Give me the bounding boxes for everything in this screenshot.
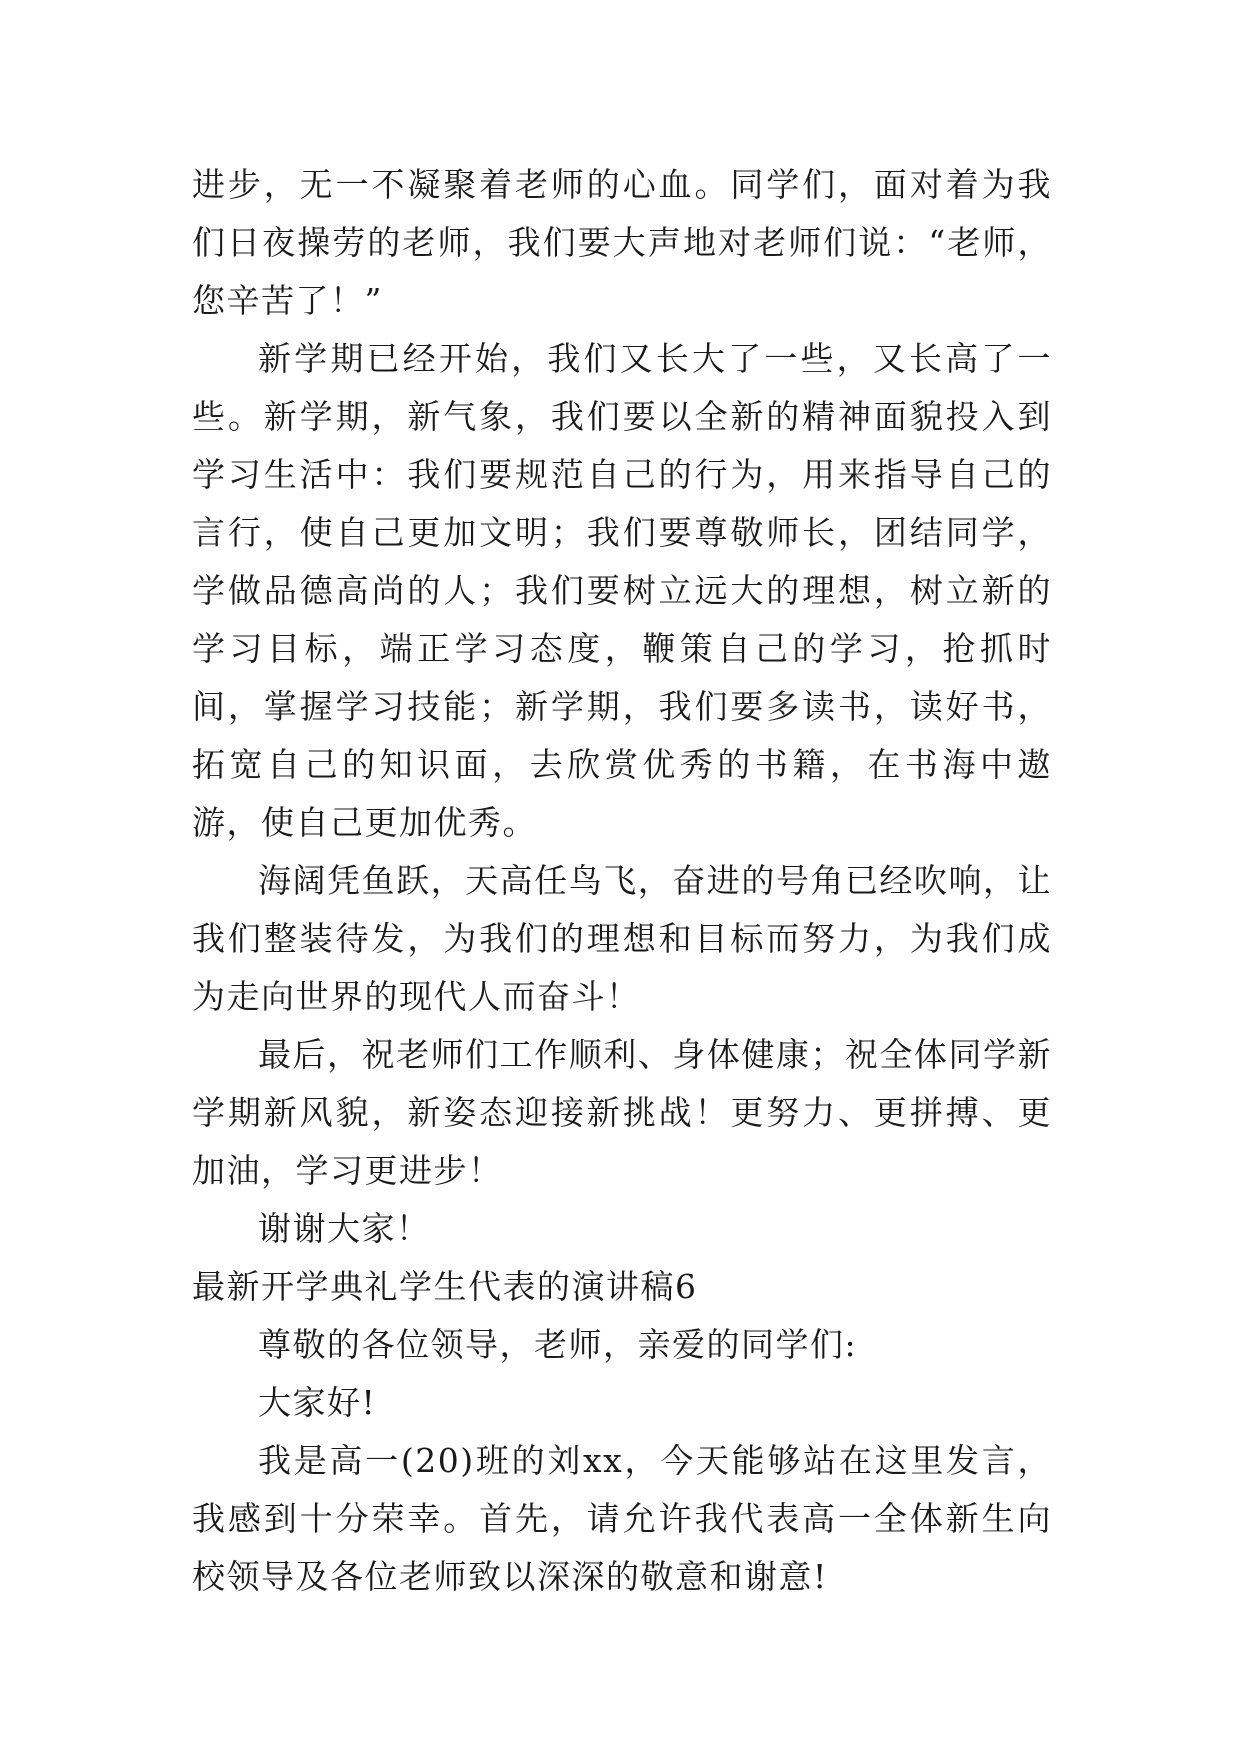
paragraph-1: 进步，无一不凝聚着老师的心血。同学们，面对着为我们日夜操劳的老师，我们要大声地对老师们说：“老师，您辛苦了！” [192, 165, 1052, 320]
section-heading: 最新开学典礼学生代表的演讲稿6 [192, 1267, 698, 1306]
document-body [192, 156, 1052, 1606]
paragraph-8: 我是高一(20)班的刘xx，今天能够站在这里发言，我感到十分荣幸。首先，请允许我代表高一全体新生向校领导及各位老师致以深深的敬意和谢意! [192, 1441, 1052, 1596]
paragraph-3: 海阔凭鱼跃，天高任鸟飞，奋进的号角已经吹响，让我们整装待发，为我们的理想和目标而努力，为我们成为走向世界的现代人而奋斗！ [192, 861, 1052, 1016]
paragraph-2: 新学期已经开始，我们又长大了一些，又长高了一些。新学期，新气象，我们要以全新的精神面貌投入到学习生活中：我们要规范自己的行为，用来指导自己的言行，使自己更加文明；我们要尊敬师长，团结同学，学做品德高尚的人；我们要树立远大的理想，树立新的学习目标，端正学习态度，鞭策自己的学习，抢抓时间，掌握学习技能；新学期，我们要多读书，读好书，拓宽自己的知识面，去欣赏优秀的书籍，在书海中遨游，使自己更加优秀。 [192, 339, 1052, 842]
paragraph-5: 谢谢大家！ [258, 1209, 431, 1248]
paragraph-4: 最后，祝老师们工作顺利、身体健康；祝全体同学新学期新风貌，新姿态迎接新挑战！更努力、更拼搏、更加油，学习更进步！ [192, 1035, 1052, 1190]
paragraph-7: 大家好! [258, 1383, 377, 1422]
paragraph-6: 尊敬的各位领导，老师，亲爱的同学们: [258, 1325, 858, 1364]
